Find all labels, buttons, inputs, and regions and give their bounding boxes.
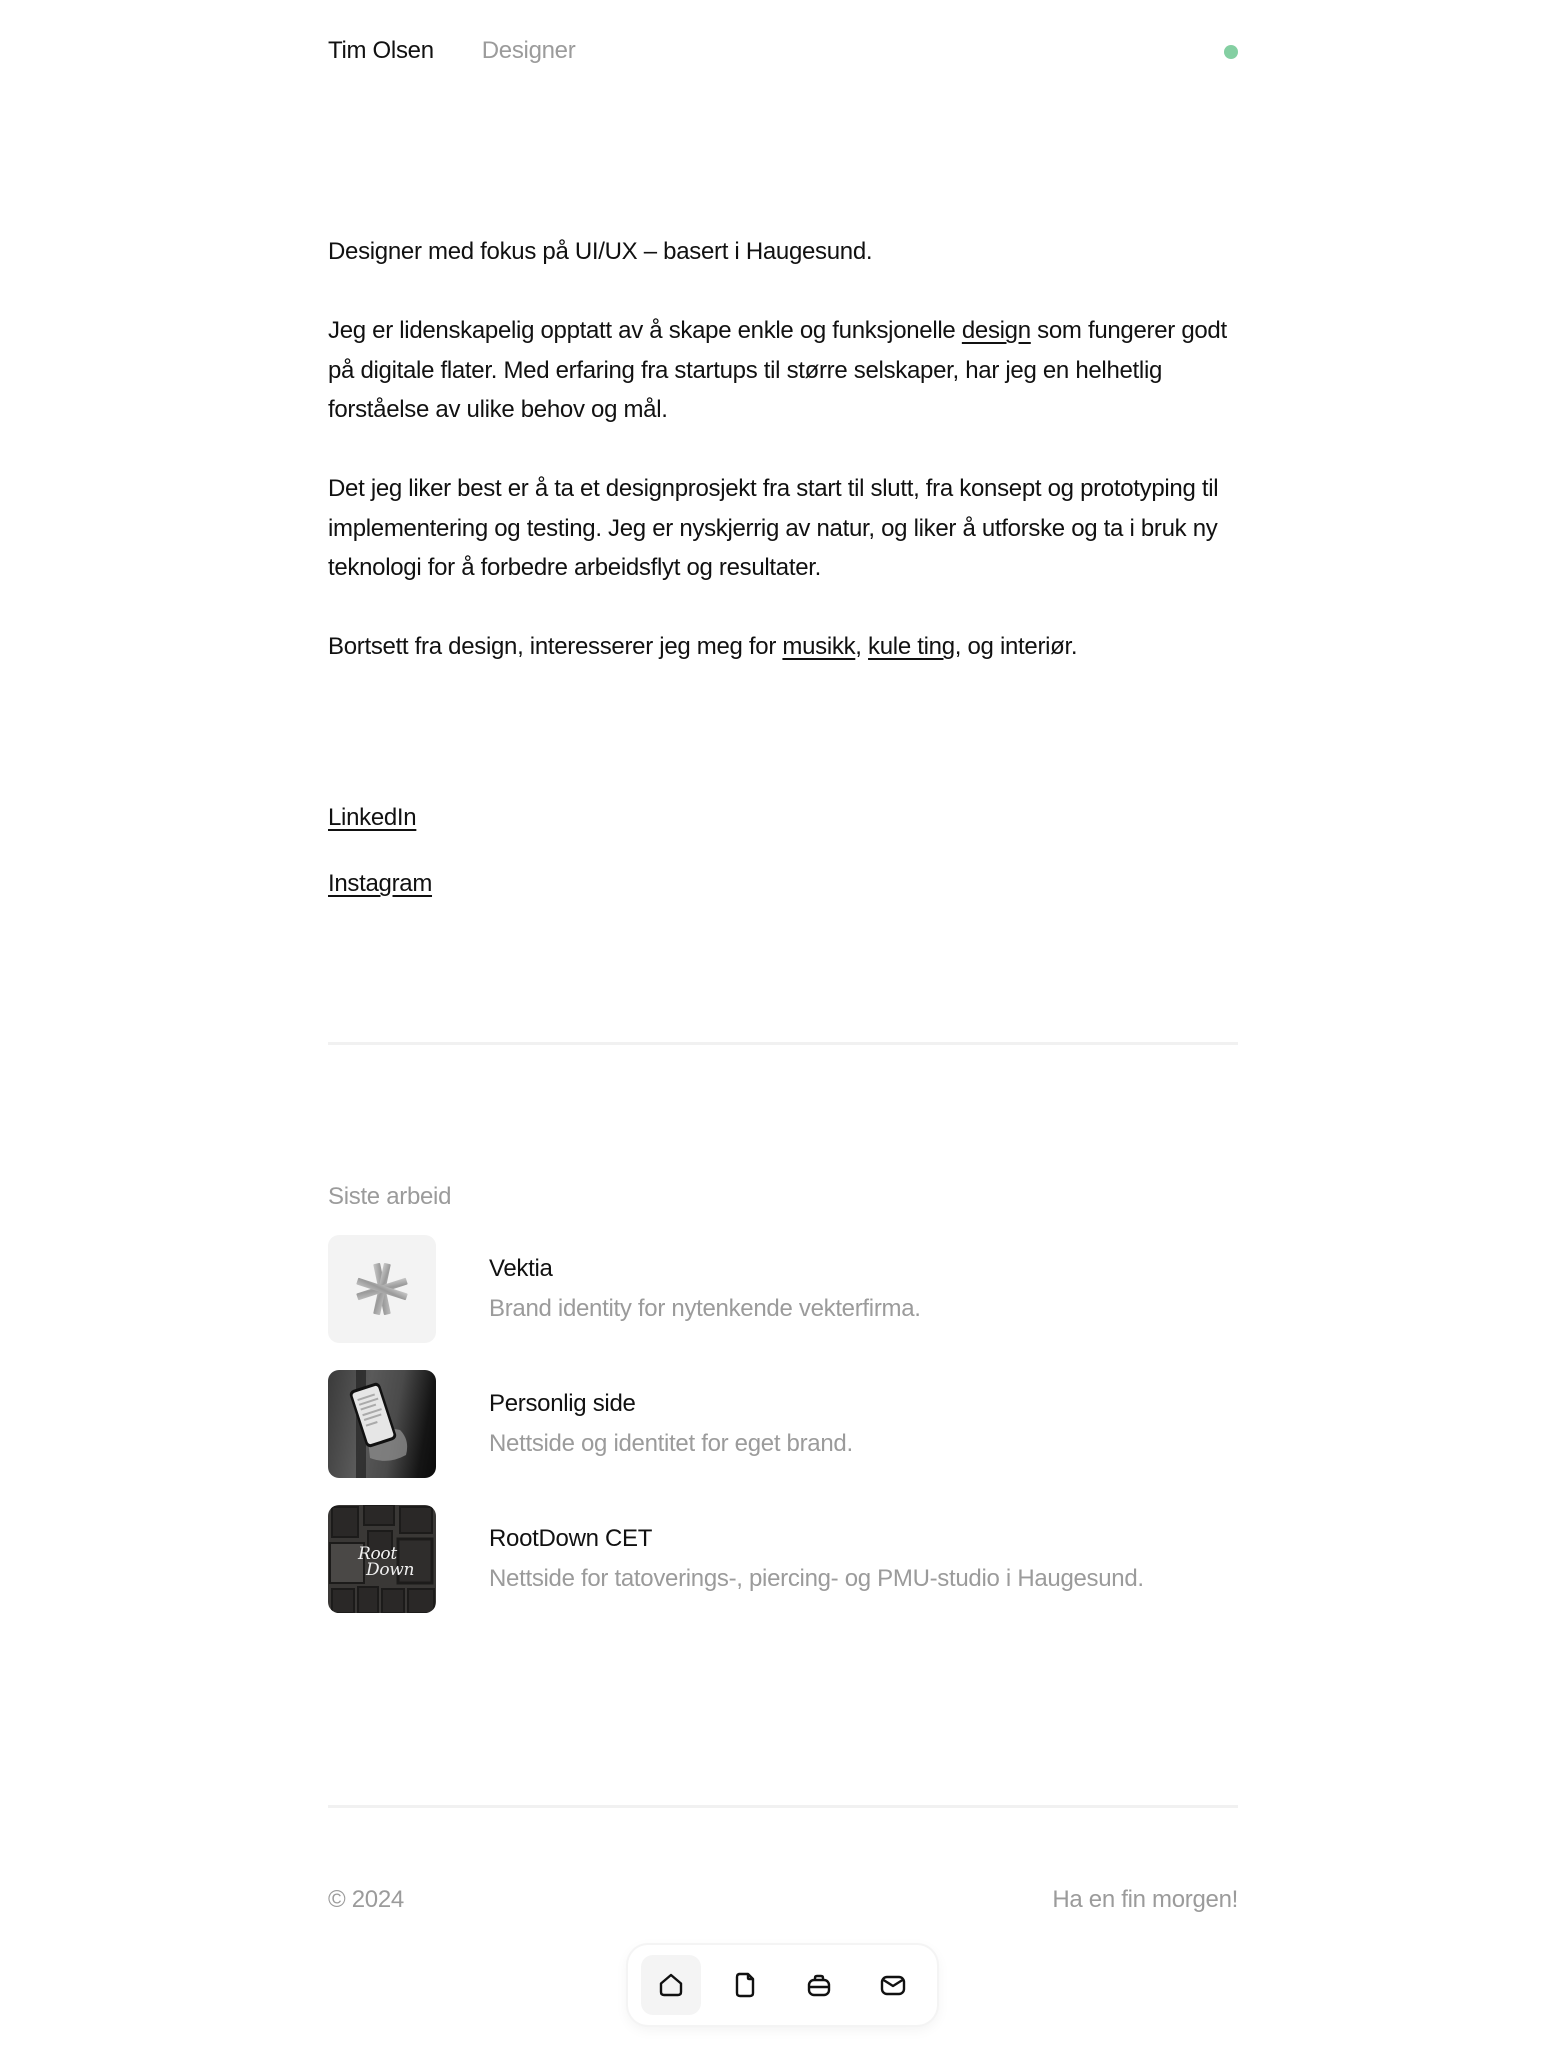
intro-text: , og interiør. <box>954 633 1078 660</box>
site-name-link[interactable]: Tim Olsen <box>328 37 434 64</box>
intro-paragraph-2 <box>328 311 1238 430</box>
linkedin-link[interactable]: LinkedIn <box>328 804 417 831</box>
work-item-vektia[interactable] <box>328 1235 1238 1343</box>
nav-documents-button[interactable] <box>715 1955 775 2015</box>
work-text <box>489 1253 921 1325</box>
intro-text: som fungerer godt på digitale flater. Med erfaring fra startups til større selskaper, har jeg en helhetlig forståelse av ulike behov og mål. <box>328 317 1227 423</box>
section-divider <box>328 1042 1238 1045</box>
greeting-text: Ha en fin morgen! <box>1052 1886 1238 1913</box>
work-text <box>489 1388 853 1460</box>
briefcase-icon <box>804 1970 834 2000</box>
recent-work-heading: Siste arbeid <box>328 1183 452 1210</box>
svg-text:Root: Root <box>358 1544 397 1564</box>
work-description: Nettside og identitet for eget brand. <box>489 1430 853 1457</box>
document-icon <box>730 1970 760 2000</box>
social-links <box>328 800 432 902</box>
mail-icon <box>878 1970 908 2000</box>
rootdown-thumbnail <box>328 1505 436 1613</box>
footer-divider <box>328 1805 1238 1808</box>
asterisk-logo-icon <box>328 1235 436 1343</box>
recent-work-list <box>328 1235 1238 1640</box>
nav-home-button[interactable] <box>641 1955 701 2015</box>
rootdown-logo-image-icon <box>328 1505 436 1613</box>
design-link[interactable]: design <box>961 317 1031 344</box>
site-header <box>328 34 1238 68</box>
personlig-side-thumbnail <box>328 1370 436 1478</box>
intro-text: Jeg er lidenskapelig opptatt av å skape enkle og funksjonelle <box>328 317 962 344</box>
intro-text: Bortsett fra design, interesserer jeg meg for <box>328 633 783 660</box>
work-title: Personlig side <box>489 1390 636 1417</box>
site-role: Designer <box>481 37 576 64</box>
svg-text:Down: Down <box>366 1560 415 1580</box>
work-text <box>489 1523 1144 1595</box>
home-icon <box>656 1970 686 2000</box>
work-item-personlig-side[interactable] <box>328 1370 1238 1478</box>
instagram-link[interactable]: Instagram <box>328 870 433 897</box>
intro-section <box>328 232 1238 706</box>
intro-paragraph-4 <box>328 627 1238 667</box>
status-dot-icon <box>1224 45 1238 59</box>
copyright-text: © 2024 <box>328 1886 404 1913</box>
work-item-rootdown[interactable] <box>328 1505 1238 1613</box>
nav-contact-button[interactable] <box>863 1955 923 2015</box>
cool-things-link[interactable]: kule ting <box>868 633 955 660</box>
work-description: Brand identity for nytenkende vekterfirma. <box>489 1295 921 1322</box>
work-title: Vektia <box>489 1255 553 1282</box>
bottom-nav-bar <box>628 1945 937 2025</box>
work-description: Nettside for tatoverings-, piercing- og PMU-studio i Haugesund. <box>489 1565 1144 1592</box>
intro-paragraph-3 <box>328 469 1238 588</box>
work-title: RootDown CET <box>489 1525 653 1552</box>
intro-text: , <box>855 633 869 660</box>
site-footer <box>328 1886 1238 1914</box>
intro-paragraph-1 <box>328 232 1238 272</box>
nav-work-button[interactable] <box>789 1955 849 2015</box>
intro-text: Det jeg liker best er å ta et designprosjekt fra start til slutt, fra konsept og prototyping til implementering og testing. Jeg er nyskjerrig av natur, og liker å utforske og ta i bruk ny teknologi for å forbedre arbeidsflyt og resultater. <box>328 475 1219 581</box>
intro-text: Designer med fokus på UI/UX – basert i Haugesund. <box>328 238 873 265</box>
vektia-thumbnail <box>328 1235 436 1343</box>
music-link[interactable]: musikk <box>782 633 856 660</box>
hand-phone-image-icon <box>328 1370 436 1478</box>
